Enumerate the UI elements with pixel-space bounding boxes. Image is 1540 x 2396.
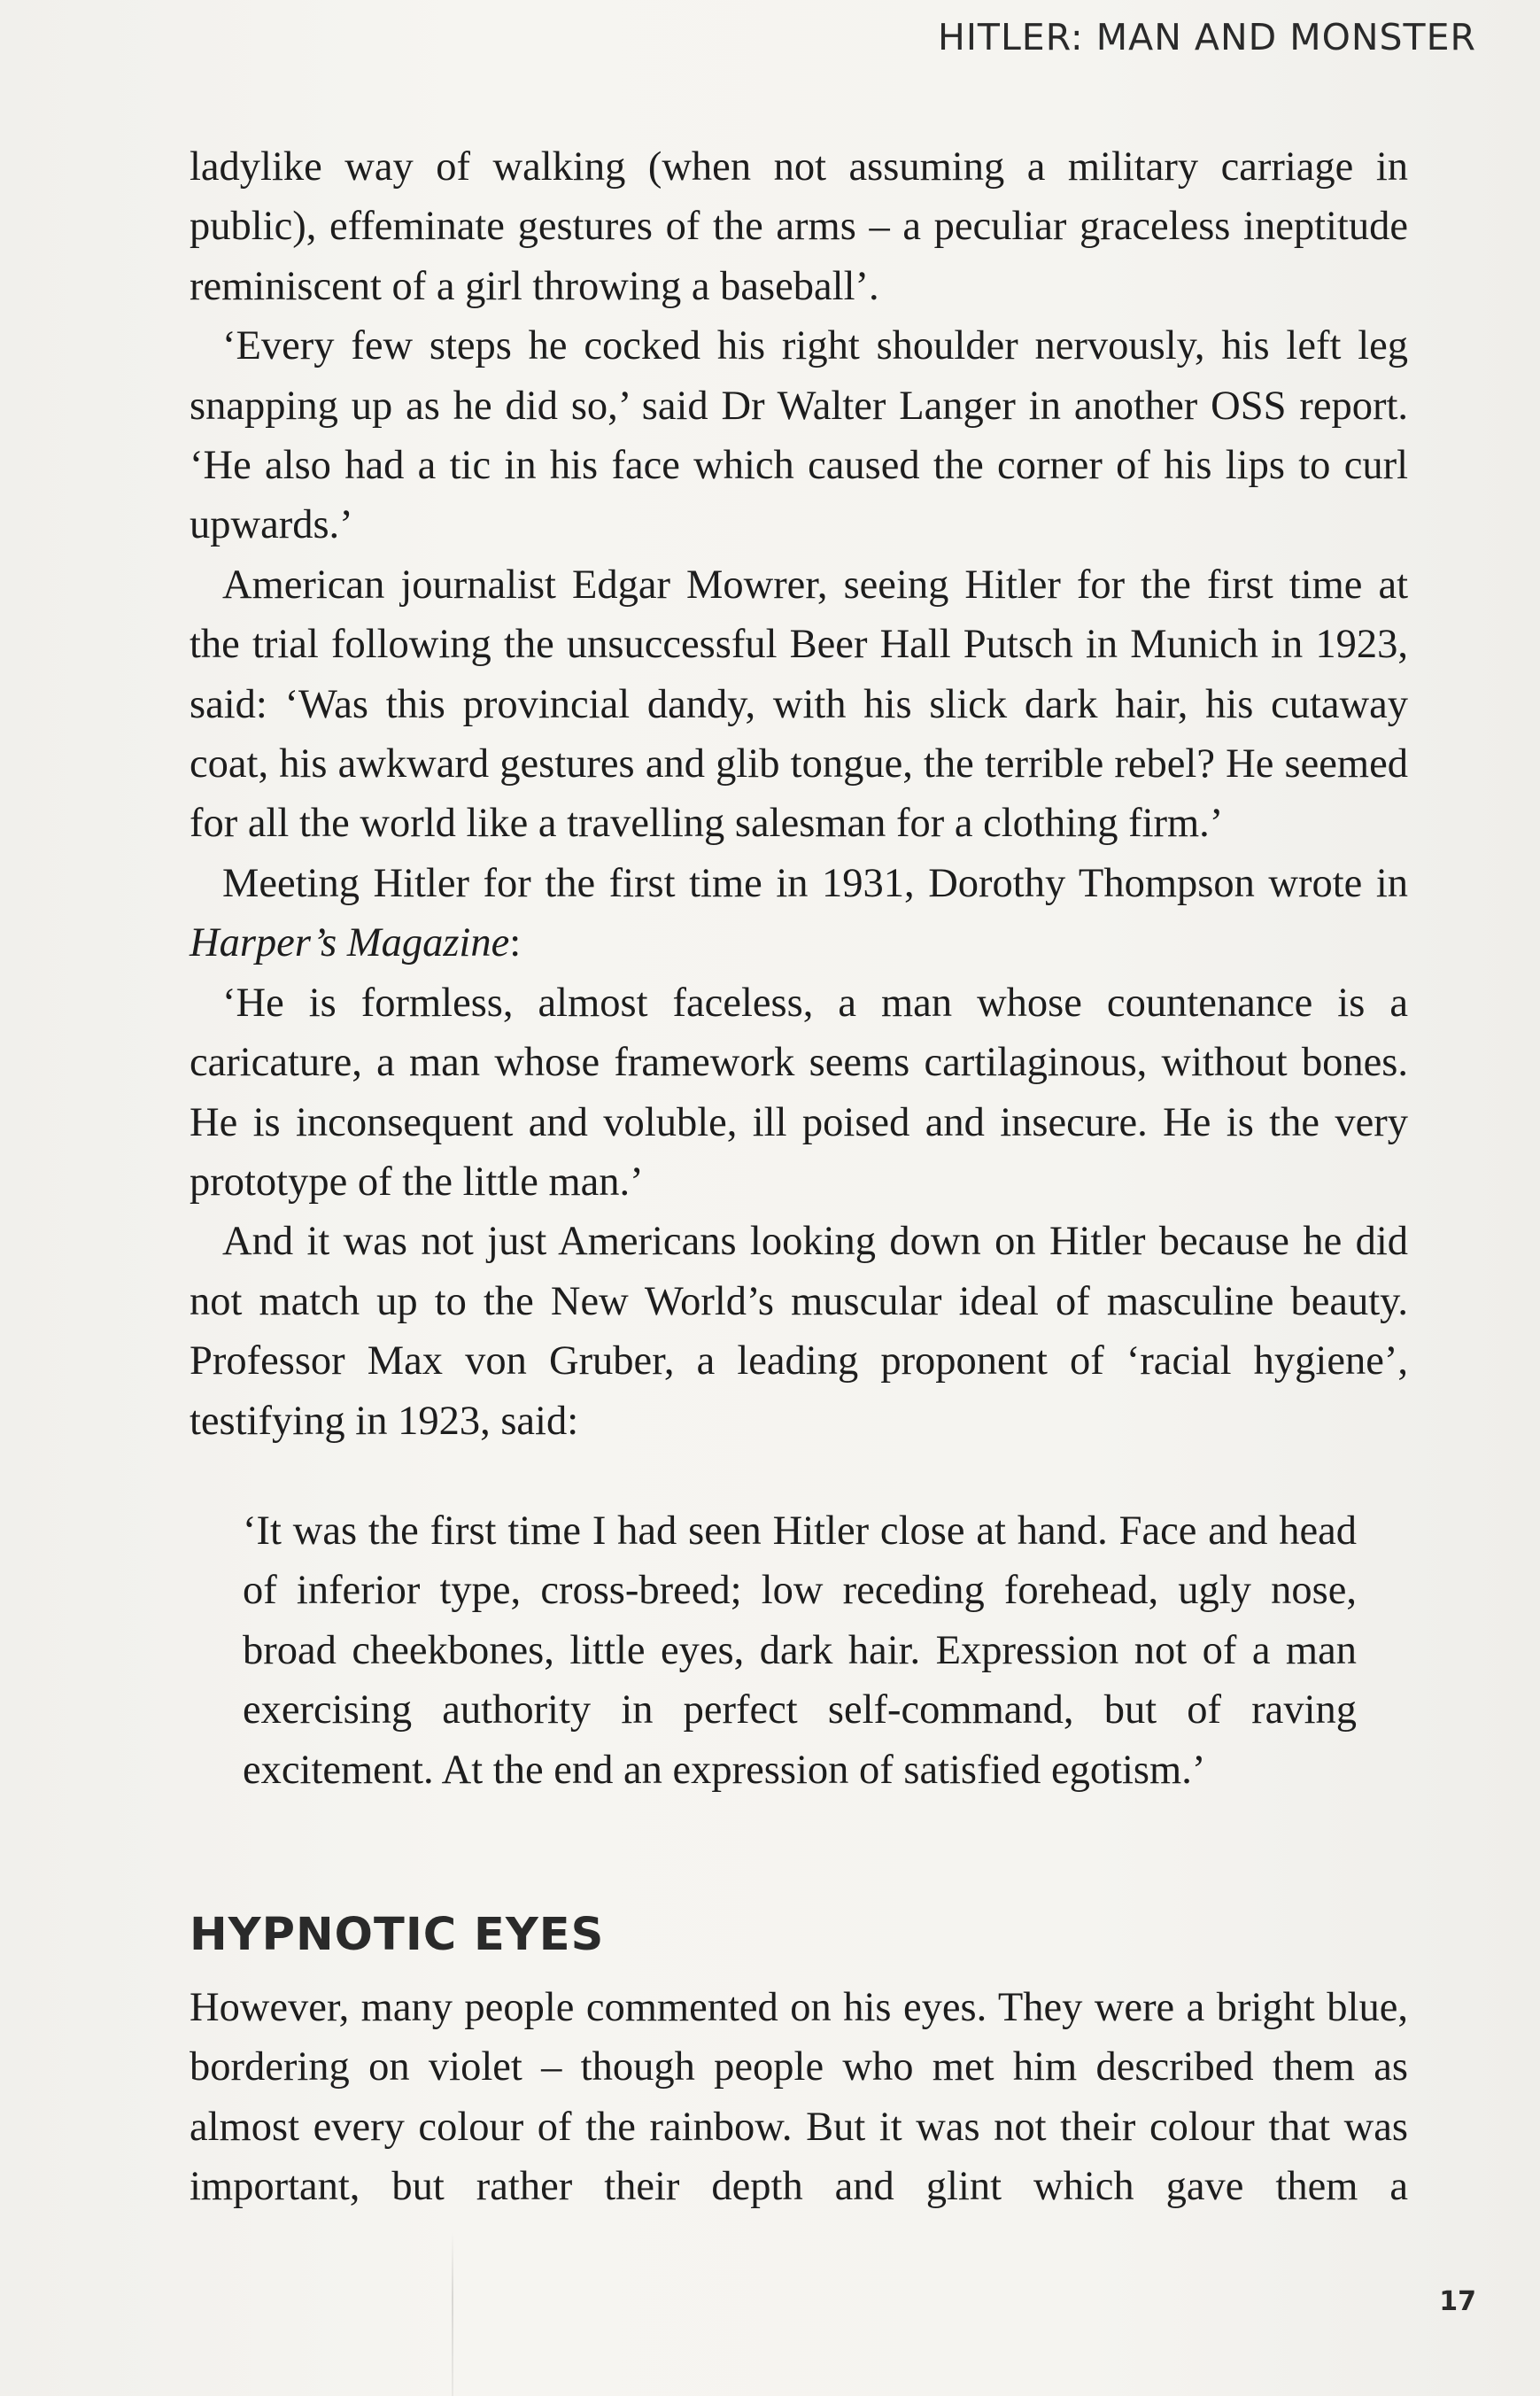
eyes-text-block: [190, 1978, 1408, 2217]
section-heading: HYPNOTIC EYES: [190, 1909, 605, 1961]
paragraph-thompson-quote: ‘He is formless, almost faceless, a man whose countenance is a caricature, a man whose framework seems cartilaginous, without bones. He is inconsequent and voluble, ill poised and insecure. He is the very prototype of the little man.’: [190, 980, 1408, 1205]
paragraph-walking: ladylike way of walking (when not assuming a military carriage in public), effeminate gestures of the arms – a peculiar graceless ineptitude reminiscent of a girl throwing a baseball’.: [190, 144, 1408, 309]
block-quote: [243, 1501, 1357, 1800]
page-number: 17: [1439, 2286, 1476, 2317]
paper-crease: [452, 2232, 453, 2396]
paragraph-mowrer: American journalist Edgar Mowrer, seeing Hitler for the first time at the trial following the unsuccessful Beer Hall Putsch in Munich in 1923, said: ‘Was this provincial dandy, with his slick dark hair, his cutaway coat, his awkward gestures and glib tongue, the terrible rebel? He seemed for all the world like a travelling salesman for a clothing firm.’: [190, 562, 1408, 847]
main-text-block: [190, 137, 1408, 1451]
magazine-title: Harper’s Magazine: [190, 920, 510, 966]
block-quote-text: ‘It was the first time I had seen Hitler close at hand. Face and head of inferior type, cross-breed; low receding forehead, ugly nose, broad cheekbones, little eyes, dark hair. Expression not of a man exercising authority in perfect self-command, but of raving excitement. At the end an expression of satisfied egotism.’: [243, 1508, 1357, 1793]
paragraph-langer: ‘Every few steps he cocked his right shoulder nervously, his left leg snapping up as he did so,’ said Dr Walter Langer in another OSS report. ‘He also had a tic in his face which caused the corner of his lips to curl upwards.’: [190, 323, 1408, 548]
thompson-intro-colon: :: [509, 920, 522, 966]
paragraph-thompson-intro: [190, 854, 1408, 973]
paragraph-gruber: And it was not just Americans looking down on Hitler because he did not match up to the New World’s muscular ideal of masculine beauty. Professor Max von Gruber, a leading proponent of ‘racial hygiene’, testifying in 1923, said:: [190, 1219, 1408, 1444]
paragraph-eyes: However, many people commented on his eyes. They were a bright blue, bordering on violet – though people who met him described them as almost every colour of the rainbow. But it was not their colour that was important, but rather their depth and glint which gave them a: [190, 1985, 1408, 2210]
running-head: HITLER: MAN AND MONSTER: [937, 16, 1476, 58]
thompson-intro-text: Meeting Hitler for the first time in 1931, Dorothy Thompson wrote in: [222, 860, 1408, 906]
